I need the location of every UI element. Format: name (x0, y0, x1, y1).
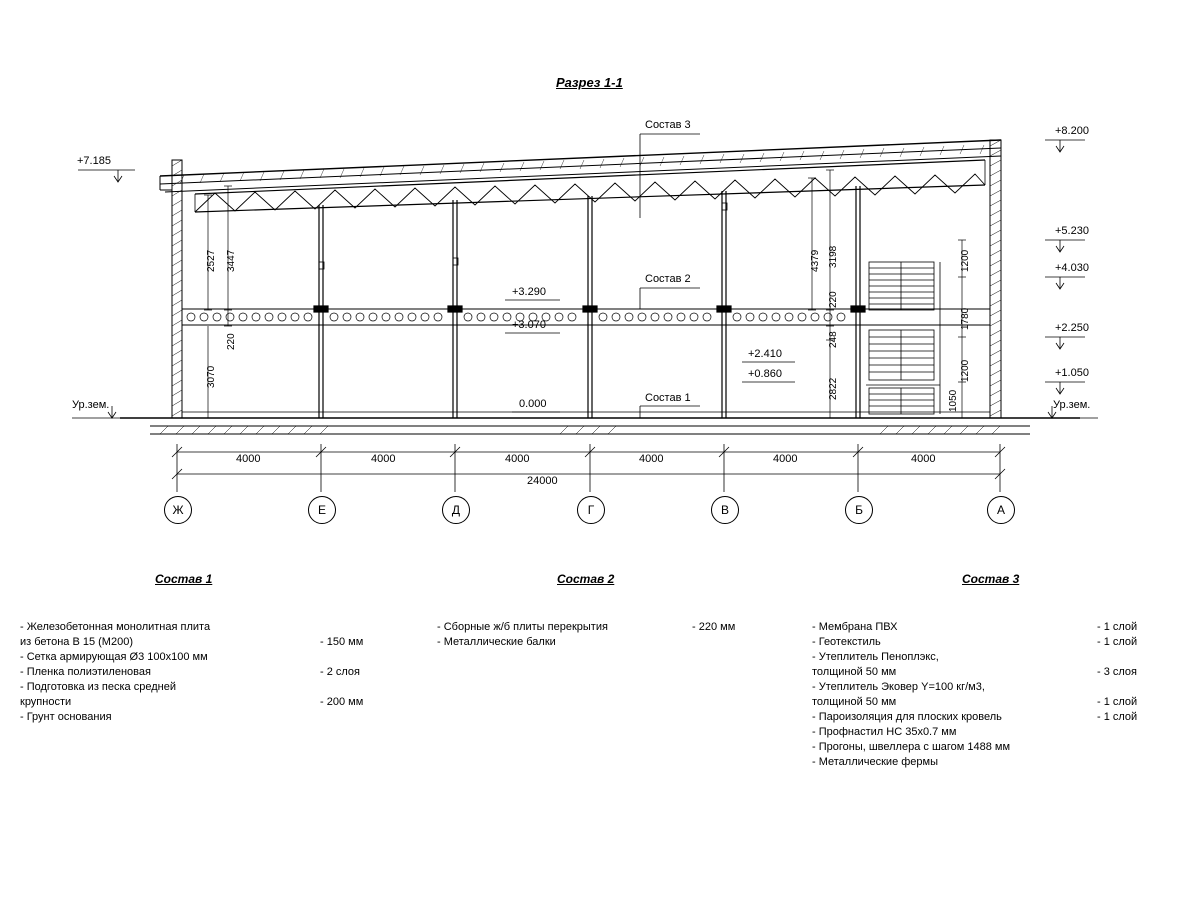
legend-list-sostav3 (812, 620, 1172, 770)
bay-dim-5: 4000 (773, 453, 798, 465)
callout-sostav2: Состав 2 (645, 273, 691, 285)
legend-row-text: - Утеплитель Пеноплэкс, (812, 651, 939, 663)
bay-dim-4: 4000 (639, 453, 664, 465)
legend-list-sostav2 (437, 620, 777, 650)
ground-level-label-right: Ур.зем. (1053, 399, 1091, 411)
level-marker-5230: +5.230 (1055, 225, 1089, 237)
level-marker-8200: +8.200 (1055, 125, 1089, 137)
legend-row-text: - Сетка армирующая Ø3 100х100 мм (20, 651, 208, 663)
level-marker-2410: +2.410 (748, 348, 782, 360)
legend-row-text: - Металлические фермы (812, 756, 939, 768)
legend-row-value: - 1 слой (1097, 696, 1138, 708)
legend-row-text: - Мембрана ПВХ (812, 621, 898, 633)
legend-row-text: - Грунт основания (20, 711, 112, 723)
legend-row-text: - Подготовка из песка средней (20, 681, 176, 693)
legend-row-value: - 1 слой (1097, 621, 1138, 633)
level-marker-3070: +3.070 (512, 319, 546, 331)
level-marker-7185: +7.185 (77, 155, 111, 167)
level-marker-3290: +3.290 (512, 286, 546, 298)
legend-row-text: - Утеплитель Эковер Y=100 кг/м3, (812, 681, 985, 693)
legend-title-sostav3: Состав 3 (962, 572, 1020, 586)
vdim-1050: 1050 (948, 389, 959, 412)
vdim-220-left: 220 (226, 333, 237, 350)
legend-row-value: - 1 слой (1097, 636, 1138, 648)
callout-sostav3: Состав 3 (645, 119, 691, 131)
ground-level-label-left: Ур.зем. (72, 399, 110, 411)
bay-dim-2: 4000 (371, 453, 396, 465)
legend-row-value: - 3 слоя (1097, 666, 1138, 678)
legend-row-value: - 2 слоя (320, 666, 361, 678)
vdim-2822: 2822 (828, 377, 839, 400)
legend-row-text: - Железобетонная монолитная плита (20, 621, 211, 633)
bay-dim-1: 4000 (236, 453, 261, 465)
legend-row-text: - Пленка полиэтиленовая (20, 666, 151, 678)
legend-title-sostav2: Состав 2 (557, 572, 615, 586)
legend-title-sostav1: Состав 1 (155, 572, 213, 586)
level-marker-0000: 0.000 (519, 398, 547, 410)
vdim-3447: 3447 (226, 249, 237, 272)
bay-dim-3: 4000 (505, 453, 530, 465)
legend-row-text: - Сборные ж/б плиты перекрытия (437, 621, 608, 633)
axis-marker-e[interactable]: Е (308, 496, 336, 524)
vdim-220-right: 220 (828, 291, 839, 308)
legend-row-text: крупности (20, 696, 72, 708)
vdim-4379: 4379 (810, 249, 821, 272)
level-marker-1050: +1.050 (1055, 367, 1089, 379)
level-marker-0860: +0.860 (748, 368, 782, 380)
legend-row-text: - Геотекстиль (812, 636, 881, 648)
legend-row-text: - Профнастил НС 35х0.7 мм (812, 726, 957, 738)
axis-marker-v[interactable]: В (711, 496, 739, 524)
vdim-3198: 3198 (828, 245, 839, 268)
level-marker-2250: +2.250 (1055, 322, 1089, 334)
legend-row-value: - 150 мм (320, 636, 364, 648)
page-title: Разрез 1-1 (556, 75, 623, 90)
legend-row-text: - Металлические балки (437, 636, 556, 648)
legend-row-value: - 220 мм (692, 621, 736, 633)
axis-marker-b[interactable]: Б (845, 496, 873, 524)
legend-list-sostav1 (20, 620, 380, 725)
legend-row-text: - Пароизоляция для плоских кровель (812, 711, 1002, 723)
vdim-2527: 2527 (206, 249, 217, 272)
legend-row-text: толщиной 50 мм (812, 696, 897, 708)
vdim-1780: 1780 (960, 307, 971, 330)
vdim-3070: 3070 (206, 365, 217, 388)
total-dim: 24000 (527, 475, 558, 487)
legend-row-text: - Прогоны, швеллера с шагом 1488 мм (812, 741, 1011, 753)
axis-marker-g[interactable]: Г (577, 496, 605, 524)
legend-row-text: толщиной 50 мм (812, 666, 897, 678)
legend-row-text: из бетона В 15 (М200) (20, 636, 133, 648)
vdim-248: 248 (828, 331, 839, 348)
axis-marker-d[interactable]: Д (442, 496, 470, 524)
callout-sostav1: Состав 1 (645, 392, 691, 404)
vdim-1200-lower: 1200 (960, 359, 971, 382)
axis-marker-a[interactable]: А (987, 496, 1015, 524)
legend-row-value: - 200 мм (320, 696, 364, 708)
legend-row-value: - 1 слой (1097, 711, 1138, 723)
vdim-1200-upper: 1200 (960, 249, 971, 272)
bay-dim-6: 4000 (911, 453, 936, 465)
level-marker-4030: +4.030 (1055, 262, 1089, 274)
axis-marker-zh[interactable]: Ж (164, 496, 192, 524)
